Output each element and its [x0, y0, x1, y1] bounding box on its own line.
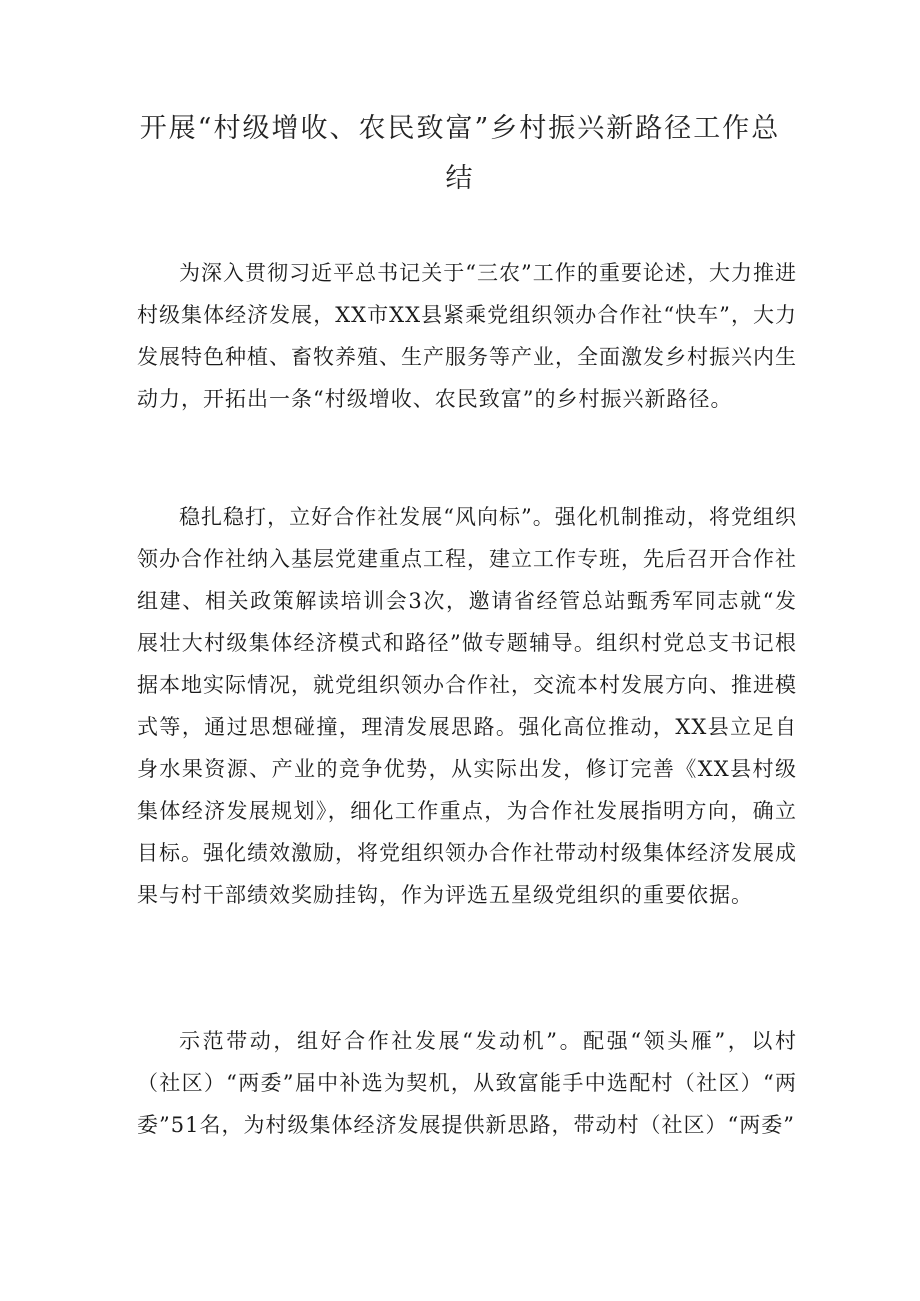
- paragraph-intro: 为深入贯彻习近平总书记关于“三农”工作的重要论述，大力推进村级集体经济发展，XX市XX县紧乘党组织领办合作社“快车”，大力发展特色种植、畜牧养殖、生产服务等产业，全面激发乡村振兴内生动力，开拓出一条“村级增收、农民致富”的乡村振兴新路径。: [137, 261, 797, 411]
- paragraph-weathervane: 稳扎稳打，立好合作社发展“风向标”。强化机制推动，将党组织领办合作社纳入基层党建重点工程，建立工作专班，先后召开合作社组建、相关政策解读培训会3次，邀请省经管总站甄秀军同志就“发展壮大村级集体经济模式和路径”做专题辅导。组织村党总支书记根据本地实际情况，就党组织领办合作社，交流本村发展方向、推进模式等，通过思想碰撞，理清发展思路。强化高位推动，XX县立足自身水果资源、产业的竞争优势，从实际出发，修订完善《XX县村级集体经济发展规划》，细化工作重点，为合作社发展指明方向，确立目标。强化绩效激励，将党组织领办合作社带动村级集体经济发展成果与村干部绩效奖励挂钩，作为评选五星级党组织的重要依据。: [137, 505, 797, 907]
- document-title: 开展“村级增收、农民致富”乡村振兴新路径工作总结: [139, 113, 781, 194]
- paragraph-engine: 示范带动，组好合作社发展“发动机”。配强“领头雁”，以村（社区）“两委”届中补选为契机，从致富能手中选配村（社区）“两委”51名，为村级集体经济发展提供新思路，带动村（社区）“两委”: [137, 1029, 797, 1137]
